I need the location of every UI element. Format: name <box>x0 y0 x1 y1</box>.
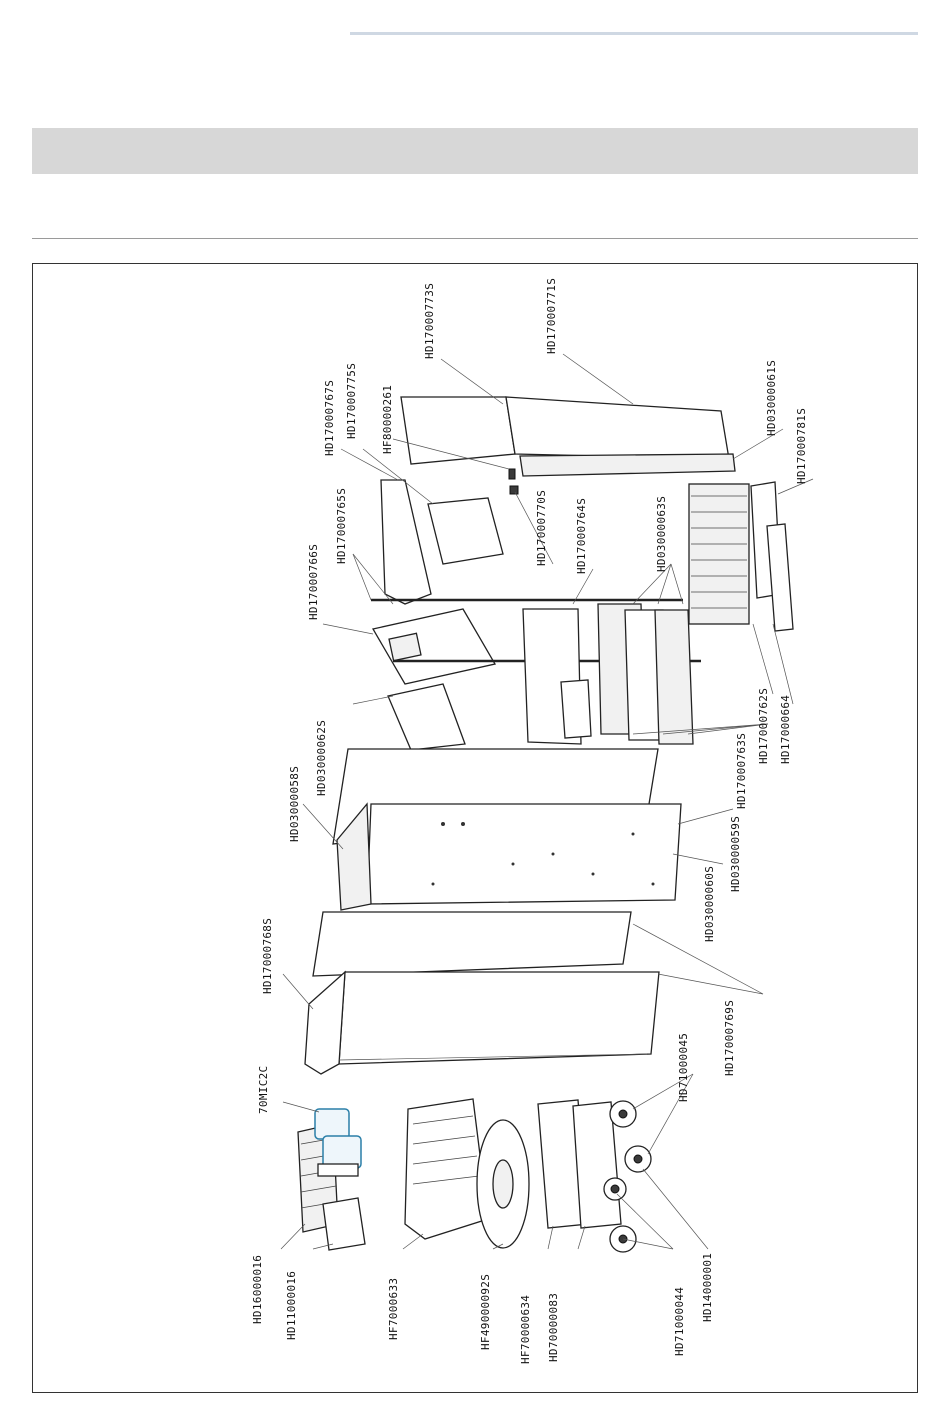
label-hd71000045: HD71000045 <box>677 1032 690 1102</box>
outer-panel-769-a <box>313 912 631 976</box>
label-hf49000092s: HF49000092S <box>479 1273 492 1350</box>
label-hd03000063s: HD03000063S <box>655 495 668 572</box>
label-70mic2c: 70MIC2C <box>257 1065 270 1114</box>
plate-775 <box>428 498 503 564</box>
label-hf7000633: HF7000633 <box>387 1277 400 1340</box>
drawer-763-d <box>655 610 693 744</box>
door-gasket-061 <box>520 454 735 476</box>
frame-panel-767 <box>381 480 431 604</box>
caster-71000044-a <box>604 1178 626 1200</box>
label-hd17000762s: HD17000762S <box>757 687 770 764</box>
label-hd71000044: HD71000044 <box>673 1286 686 1356</box>
label-hd03000058s: HD03000058S <box>288 765 301 842</box>
door-panel-773 <box>401 397 515 464</box>
section-title-bar <box>32 128 918 174</box>
rail-781-b <box>767 524 793 631</box>
caster-71000045-a <box>610 1101 636 1127</box>
label-hd17000766s: HD17000766S <box>307 543 320 620</box>
label-hd17000771s: HD17000771S <box>545 277 558 354</box>
label-hf70000634: HF70000634 <box>519 1294 532 1364</box>
label-hd03000062s: HD03000062S <box>315 719 328 796</box>
header-rule <box>350 32 918 35</box>
label-hd03000060s: HD03000060S <box>703 865 716 942</box>
label-hd16000016: HD16000016 <box>251 1254 264 1324</box>
label-hd17000765s: HD17000765S <box>335 487 348 564</box>
caster-71000045-b <box>625 1146 651 1172</box>
panel-062 <box>388 684 465 750</box>
label-hd17000775s: HD17000775S <box>345 362 358 439</box>
label-hd11000016: HD11000016 <box>285 1270 298 1340</box>
diagram-canvas <box>33 264 917 1392</box>
fan-hub <box>493 1160 513 1208</box>
hinge-part-770 <box>510 486 518 494</box>
side-panel-059 <box>367 804 681 904</box>
label-hd17000773s: HD17000773S <box>423 282 436 359</box>
label-hd17000769s: HD17000769S <box>723 999 736 1076</box>
compressor-unit-633 <box>405 1099 488 1239</box>
label-hd14000001: HD14000001 <box>701 1252 714 1322</box>
back-panel-768 <box>305 972 345 1074</box>
exploded-parts-diagram <box>32 263 918 1393</box>
label-hd17000768s: HD17000768S <box>261 917 274 994</box>
label-hf80000261: HF80000261 <box>381 384 394 454</box>
section-divider <box>32 238 918 239</box>
label-hd17000781s: HD17000781S <box>795 407 808 484</box>
label-hd03000059s: HD03000059S <box>729 815 742 892</box>
bottom-grille-664 <box>689 484 749 624</box>
label-hd03000061s: HD03000061S <box>765 359 778 436</box>
label-hd17000770s: HD17000770S <box>535 489 548 566</box>
label-hd17000764s: HD17000764S <box>575 497 588 574</box>
label-hd17000763s: HD17000763S <box>735 732 748 809</box>
label-hd17000664: HD17000664 <box>779 694 792 764</box>
cover-11000016 <box>323 1198 365 1250</box>
drawer-762 <box>561 680 591 738</box>
label-hd70000083: HD70000083 <box>547 1292 560 1362</box>
door-panel-771 <box>506 397 729 459</box>
label-hd17000767s: HD17000767S <box>323 379 336 456</box>
outer-panel-769-b <box>339 972 659 1064</box>
hinge-part-261 <box>509 469 515 479</box>
